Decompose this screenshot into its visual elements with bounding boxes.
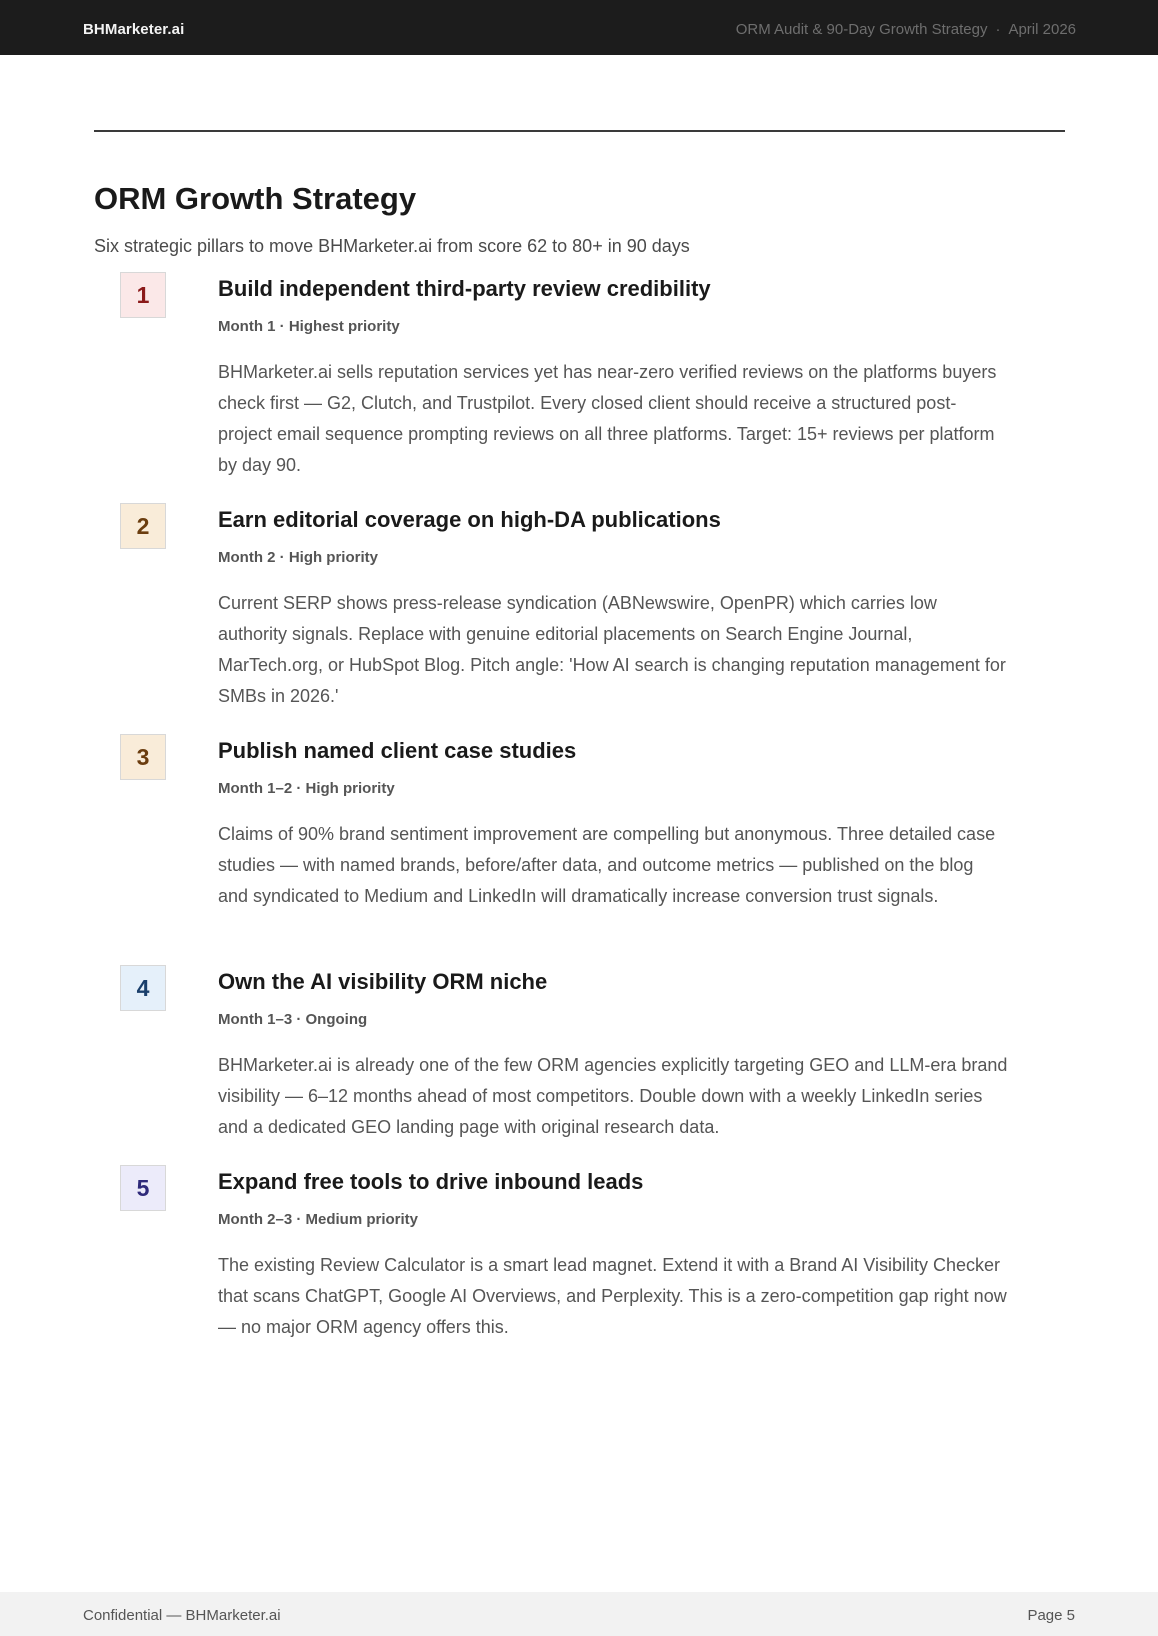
pillar-description: BHMarketer.ai is already one of the few ORM agencies explicitly targeting GEO and LLM-era brand visibility — 6–12 months ahead of most competitors. Double down with a weekly LinkedIn series and a dedicated GEO landing page with original research data. <box>218 1055 1008 1137</box>
report-date: April 2026 <box>1008 21 1076 38</box>
pillar-description: Current SERP shows press-release syndication (ABNewswire, OpenPR) which carries low authority signals. Replace with genuine editorial placements on Search Engine Journal, MarTech.org, or HubSpot Blog. Pitch angle: 'How AI search is changing reputation management for SMBs in 2026.' <box>218 593 1006 706</box>
meta-separator: · <box>995 21 1001 38</box>
top-bar <box>0 0 1158 55</box>
pillar-timing-priority: Month 2 · High priority <box>218 549 378 566</box>
page-footer <box>0 1592 1158 1636</box>
pillar-timing-priority: Month 1–2 · High priority <box>218 780 395 797</box>
pillar-timing-priority: Month 2–3 · Medium priority <box>218 1211 419 1228</box>
report-meta <box>736 21 1076 38</box>
pillar-title: Publish named client case studies <box>218 738 577 763</box>
page-subtitle: Six strategic pillars to move BHMarketer.ai from score 62 to 80+ in 90 days <box>94 236 690 256</box>
pillar-number-badge: 1 <box>120 272 166 318</box>
pillar-timing-priority: Month 1 · Highest priority <box>218 318 400 335</box>
pillar-description: The existing Review Calculator is a smart lead magnet. Extend it with a Brand AI Visibility Checker that scans ChatGPT, Google AI Overviews, and Perplexity. This is a zero-competition gap right now — no major ORM agency offers this. <box>218 1255 1007 1337</box>
page-title: ORM Growth Strategy <box>94 181 417 216</box>
pillar-number-badge: 2 <box>120 503 166 549</box>
pillar-title: Expand free tools to drive inbound leads <box>218 1169 644 1194</box>
pillar-title: Build independent third-party review credibility <box>218 276 711 301</box>
pillar-description: BHMarketer.ai sells reputation services yet has near-zero verified reviews on the platforms buyers check first — G2, Clutch, and Trustpilot. Every closed client should receive a structured post-project email sequence prompting reviews on all three platforms. Target: 15+ reviews per platform by day 90. <box>218 362 997 475</box>
section-divider <box>94 130 1065 132</box>
pillar-number-badge: 3 <box>120 734 166 780</box>
pillar-title: Earn editorial coverage on high-DA publications <box>218 507 721 532</box>
pillar-number-badge: 4 <box>120 965 166 1011</box>
pillar-description: Claims of 90% brand sentiment improvement are compelling but anonymous. Three detailed case studies — with named brands, before/after data, and outcome metrics — published on the blog and syndicated to Medium and LinkedIn will dramatically increase conversion trust signals. <box>218 824 996 906</box>
report-title: ORM Audit & 90-Day Growth Strategy <box>735 21 988 38</box>
pillar-timing-priority: Month 1–3 · Ongoing <box>218 1011 368 1028</box>
brand-name: BHMarketer.ai <box>83 21 185 38</box>
confidential-note: Confidential — BHMarketer.ai <box>83 1607 281 1624</box>
page-number: Page 5 <box>1027 1607 1075 1624</box>
pillar-title: Own the AI visibility ORM niche <box>218 969 548 994</box>
pillar-number-badge: 5 <box>120 1165 166 1211</box>
